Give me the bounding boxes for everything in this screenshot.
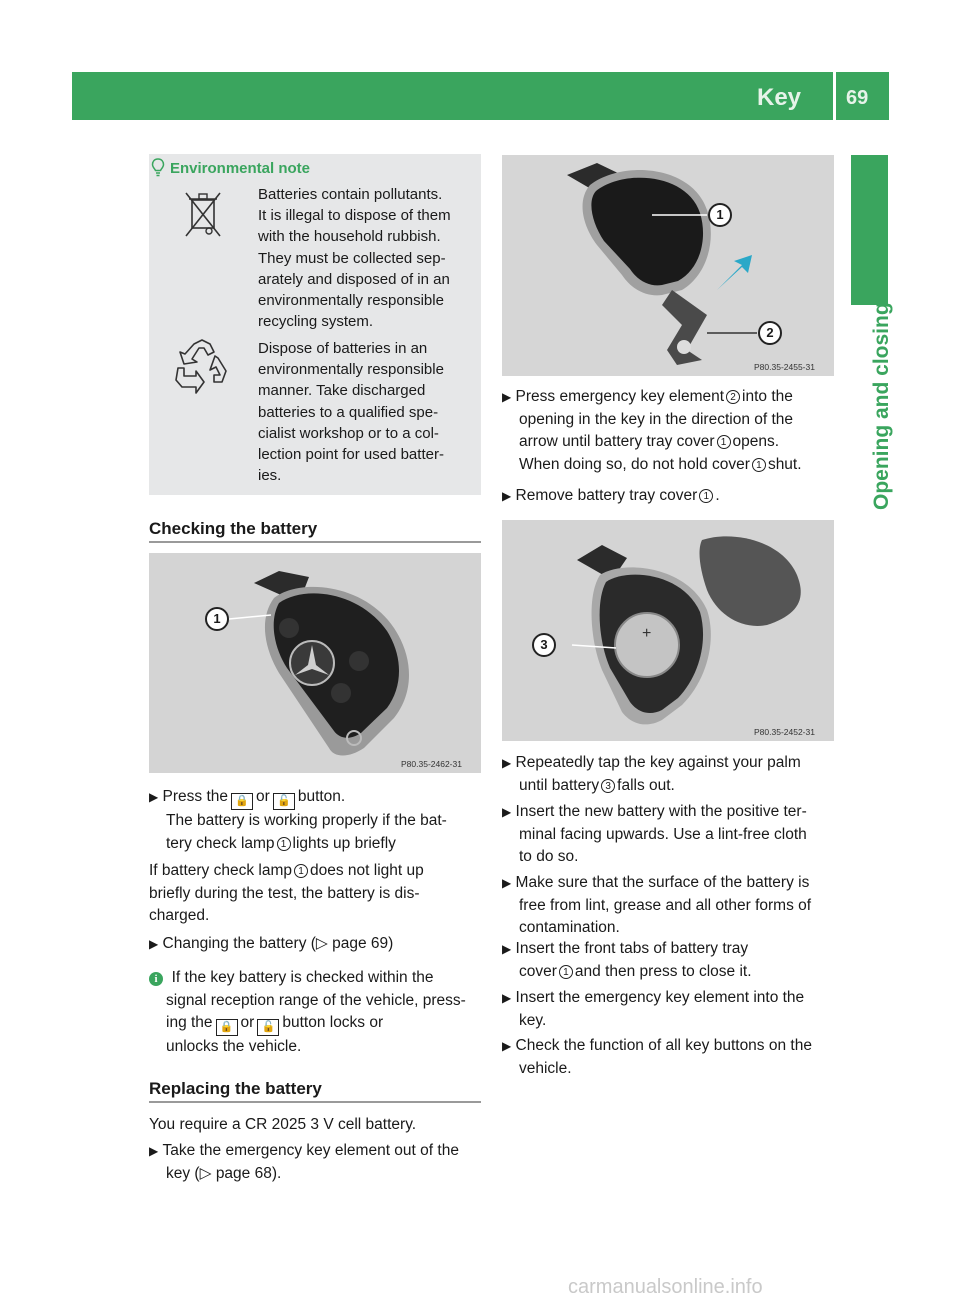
text-fragment: Insert the new battery with the positive ter- — [515, 803, 807, 820]
arrow-bullet-icon: ▶ — [502, 991, 512, 1005]
key-photo-emergency — [502, 155, 834, 376]
text-fragment: or — [256, 788, 270, 805]
right-step-1 — [502, 386, 842, 476]
text-fragment: Make sure that the surface of the battery is — [515, 874, 810, 891]
key-illustration — [149, 553, 481, 773]
svg-text:+: + — [642, 625, 652, 642]
callout-3: 3 — [532, 633, 556, 657]
text-fragment: Remove battery tray cover — [515, 487, 698, 504]
checking-step-1 — [149, 786, 489, 855]
text-fragment: into the — [742, 388, 793, 405]
text-line: It is illegal to dispose of them — [258, 207, 451, 225]
text-line: briefly during the test, the battery is dis- — [149, 884, 420, 902]
recycling-icon — [172, 338, 232, 396]
text-fragment: until battery — [519, 776, 600, 794]
photo-code: P80.35-2462-31 — [401, 759, 462, 769]
text-fragment: If battery check lamp — [149, 862, 293, 879]
info-note — [149, 967, 489, 1059]
text-line: batteries to a qualified spe- — [258, 403, 439, 421]
text-line: They must be collected sep- — [258, 249, 446, 267]
text-line: manner. Take discharged — [258, 382, 426, 400]
right-step-7 — [502, 987, 847, 1032]
callout-ref-1: 1 — [294, 864, 308, 878]
callout-ref-1: 1 — [699, 489, 713, 503]
text-fragment: Press emergency key element — [515, 388, 725, 405]
callout-ref-1: 1 — [717, 435, 731, 449]
section-title-replacing: Replacing the battery — [149, 1079, 322, 1098]
arrow-bullet-icon: ▶ — [502, 489, 512, 503]
text-line: arately and disposed of in an — [258, 270, 450, 288]
text-line: environmentally responsible — [258, 361, 444, 379]
text-line: unlocks the vehicle. — [166, 1038, 302, 1056]
lock-button-icon: 🔒 — [231, 793, 253, 810]
side-tab-marker — [851, 155, 888, 305]
text-fragment: arrow until battery tray cover — [519, 433, 715, 451]
page-number: 69 — [846, 87, 869, 109]
arrow-bullet-icon: ▶ — [149, 1144, 159, 1158]
text-line: ies. — [258, 467, 282, 485]
text-fragment: lights up briefly — [292, 834, 396, 852]
arrow-bullet-icon: ▶ — [149, 790, 159, 804]
section-divider — [149, 541, 481, 543]
text-fragment: Take the emergency key element out of the — [162, 1142, 459, 1159]
note-paragraph-2 — [258, 338, 473, 486]
lock-button-icon: 🔒 — [216, 1019, 238, 1036]
lightbulb-icon — [151, 158, 165, 178]
text-fragment: ing the — [166, 1014, 213, 1032]
note-title: Environmental note — [170, 160, 311, 177]
text-fragment: does not light up — [310, 862, 424, 879]
checking-step-2 — [149, 933, 489, 956]
callout-ref-2: 2 — [726, 390, 740, 404]
text-fragment: When doing so, do not hold cover — [519, 455, 750, 473]
unlock-button-icon: 🔓 — [273, 793, 295, 810]
key-illustration — [502, 155, 834, 376]
text-line: environmentally responsible — [258, 292, 444, 310]
right-step-2 — [502, 485, 842, 508]
watermark: carmanualsonline.info — [568, 1276, 763, 1298]
text-fragment: If the key battery is checked within the — [171, 969, 434, 986]
callout-1: 1 — [205, 607, 229, 631]
header-divider — [833, 72, 836, 120]
replacing-intro: You require a CR 2025 3 V cell battery. — [149, 1116, 417, 1133]
text-line: free from lint, grease and all other forms of — [519, 896, 812, 914]
callout-ref-3: 3 — [601, 779, 615, 793]
text-fragment: and then press to close it. — [574, 962, 752, 980]
right-step-5 — [502, 872, 847, 940]
arrow-bullet-icon: ▶ — [149, 937, 159, 951]
section-divider — [149, 1101, 481, 1103]
arrow-bullet-icon: ▶ — [502, 756, 512, 770]
callout-ref-1: 1 — [752, 458, 766, 472]
side-tab-label: Opening and closing — [870, 302, 893, 510]
text-line: opening in the key in the direction of the — [519, 410, 794, 428]
text-line: minal facing upwards. Use a lint-free cloth — [519, 825, 807, 843]
arrow-bullet-icon: ▶ — [502, 1039, 512, 1053]
callout-1: 1 — [708, 203, 732, 227]
text-fragment: opens. — [732, 433, 780, 451]
text-fragment: tery check lamp — [166, 834, 275, 852]
right-step-6 — [502, 938, 842, 983]
text-fragment: Insert the emergency key element into the — [515, 989, 805, 1006]
text-fragment: button locks or — [282, 1014, 384, 1032]
arrow-bullet-icon: ▶ — [502, 876, 512, 890]
right-step-8 — [502, 1035, 847, 1080]
callout-ref-1: 1 — [559, 965, 573, 979]
text-line: to do so. — [519, 848, 579, 866]
arrow-bullet-icon: ▶ — [502, 390, 512, 404]
key-illustration — [502, 520, 834, 741]
right-step-4 — [502, 801, 847, 869]
text-fragment: . — [715, 487, 720, 504]
text-fragment: Repeatedly tap the key against your palm — [515, 754, 801, 771]
photo-code: P80.35-2452-31 — [754, 727, 815, 737]
unlock-button-icon: 🔓 — [257, 1019, 279, 1036]
text-line: Batteries contain pollutants. — [258, 186, 443, 203]
replacing-step-1 — [149, 1140, 489, 1185]
chapter-title: Key — [757, 84, 802, 111]
text-line: The battery is working properly if the bat- — [166, 812, 447, 829]
arrow-bullet-icon: ▶ — [502, 942, 512, 956]
text-line: lection point for used batter- — [258, 446, 444, 464]
text-line: key. — [519, 1011, 547, 1029]
side-tab — [862, 302, 893, 510]
text-fragment: button. — [297, 788, 346, 805]
text-line: with the household rubbish. — [258, 228, 441, 246]
callout-2: 2 — [758, 321, 782, 345]
text-line: vehicle. — [519, 1059, 572, 1077]
text-fragment: Press the — [162, 788, 229, 805]
info-icon: i — [149, 972, 163, 986]
text-fragment: Insert the front tabs of battery tray — [515, 940, 749, 957]
crossed-out-bin-icon — [183, 190, 223, 242]
text-line: signal reception range of the vehicle, press- — [166, 991, 466, 1009]
arrow-bullet-icon: ▶ — [502, 805, 512, 819]
text-line: cialist workshop or to a col- — [258, 424, 439, 442]
text-line: Dispose of batteries in an — [258, 340, 428, 357]
text-fragment: Check the function of all key buttons on the — [515, 1037, 812, 1054]
page-reference-link[interactable]: key (▷ page 68). — [166, 1164, 282, 1182]
note-paragraph-1 — [258, 184, 473, 332]
callout-ref-1: 1 — [277, 837, 291, 851]
text-fragment: or — [240, 1014, 255, 1032]
right-step-3 — [502, 752, 842, 797]
section-title-checking: Checking the battery — [149, 519, 318, 538]
text-fragment: cover — [519, 962, 557, 980]
text-line: contamination. — [519, 919, 620, 937]
photo-code: P80.35-2455-31 — [754, 362, 815, 372]
checking-paragraph — [149, 860, 489, 928]
key-photo-front — [149, 553, 481, 773]
text-fragment: falls out. — [617, 776, 675, 794]
text-line: charged. — [149, 907, 210, 925]
text-fragment: shut. — [767, 455, 802, 473]
key-photo-battery — [502, 520, 834, 741]
page-reference-link[interactable]: Changing the battery (▷ page 69) — [162, 935, 394, 952]
text-line: recycling system. — [258, 313, 374, 331]
